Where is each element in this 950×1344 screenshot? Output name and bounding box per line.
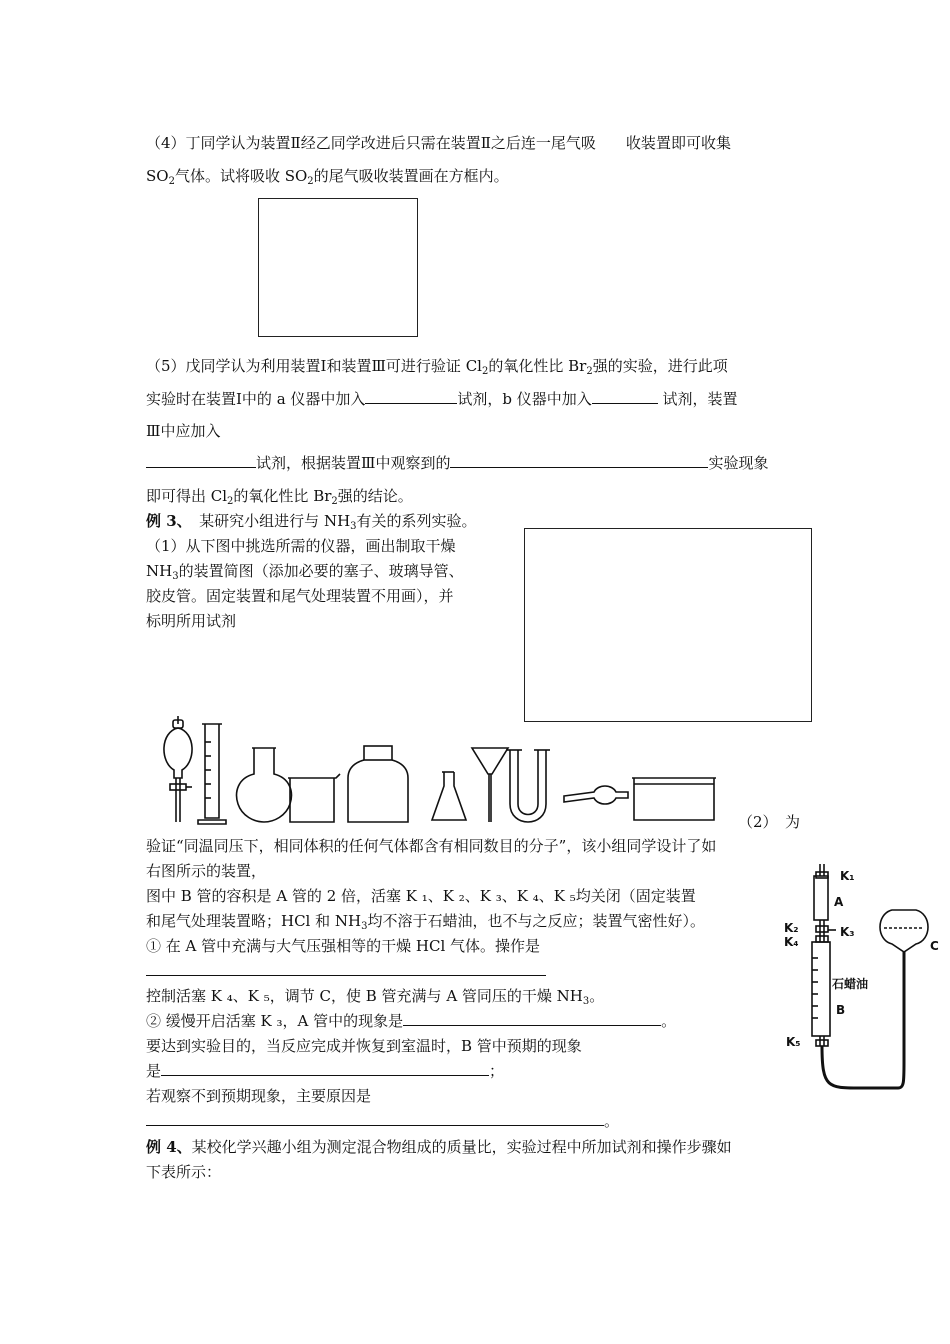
label-k5: K₅	[786, 1035, 801, 1049]
q4-answer-box[interactable]	[258, 198, 418, 337]
ex3-step2-blank[interactable]	[403, 1011, 661, 1026]
q5-text: 的氧化性比 Br	[233, 487, 332, 505]
ex3-step4-blank[interactable]	[146, 1111, 604, 1126]
stopcock-k5-icon	[816, 1040, 828, 1046]
ex3-text: 。	[604, 1112, 620, 1130]
ex4-text: 某校化学兴趣小组为测定混合物组成的质量比，实验过程中所加试剂和操作步骤如	[191, 1138, 732, 1156]
wide-mouth-bottle-icon	[348, 746, 408, 822]
ex3-text: NH	[146, 562, 173, 580]
q5-text: 试剂，b 仪器中加入	[457, 390, 592, 408]
ex3-p2-line1: 验证“同温同压下，相同体积的任何气体都含有相同数目的分子”，该小组同学设计了如	[146, 837, 717, 855]
q5-blank-b[interactable]	[592, 389, 658, 404]
label-k3: K₃	[840, 925, 855, 939]
separatory-funnel-icon	[164, 716, 192, 822]
label-k2: K₂	[784, 921, 799, 935]
q4-sub: 2	[168, 176, 175, 187]
drying-tube-icon	[564, 786, 628, 804]
q4-text: 气体。试将吸收 SO	[174, 167, 308, 185]
q5-sub: 2	[227, 496, 234, 507]
ex3-step3: 要达到实验目的，当反应完成并恢复到室温时，B 管中预期的现象	[146, 1037, 582, 1055]
q5-text: 实验现象	[708, 454, 769, 472]
q5-line3: Ⅲ中应加入	[146, 422, 221, 440]
q5-text: 强的结论。	[337, 487, 413, 505]
ex3-sub: 3	[361, 921, 368, 932]
q5-sub: 2	[481, 366, 489, 377]
ex3-text: ② 缓慢开启活塞 K ₃，A 管中的现象是	[146, 1012, 404, 1030]
stopcock-k1-icon	[816, 872, 828, 878]
apparatus-row	[150, 712, 730, 830]
ex3-p2-line3: 图中 B 管的容积是 A 管的 2 倍，活塞 K ₁、K ₂、K ₃、K ₄、K ₅均关闭（固定装置	[146, 887, 696, 905]
ex3-intro	[146, 511, 477, 531]
gas-apparatus-diagram	[780, 862, 940, 1102]
ex3-text: 的装置简图（添加必要的塞子、玻璃导管、	[178, 562, 464, 580]
round-bottom-flask-icon	[237, 748, 292, 822]
q4-line2	[146, 166, 509, 186]
tube-a	[814, 876, 828, 920]
label-paraffin-oil: 石蜡油	[832, 977, 869, 991]
ex3-p2-line4	[146, 911, 705, 931]
ex3-step1-blank[interactable]	[146, 975, 546, 976]
ex3-p2-head: （2） 为	[738, 813, 801, 831]
label-k1: K₁	[840, 869, 855, 883]
ex3-text: 有关的系列实验。	[356, 512, 477, 530]
u-tube-icon	[506, 750, 550, 822]
ex3-step1: ① 在 A 管中充满与大气压强相等的干燥 HCl 气体。操作是	[146, 937, 541, 955]
q4-text: SO	[146, 167, 169, 185]
ex4-line2: 下表所示：	[146, 1163, 222, 1181]
ex3-text: ；	[489, 1062, 505, 1080]
label-k4: K₄	[784, 935, 799, 949]
ex3-step4: 若观察不到预期现象，主要原因是	[146, 1087, 372, 1105]
ex3-text: 。	[661, 1012, 677, 1030]
ex3-p1-line1: （1）从下图中挑选所需的仪器，画出制取干燥	[146, 537, 456, 555]
funnel-icon	[472, 748, 508, 822]
beaker-icon	[288, 774, 340, 822]
ex3-text: 均不溶于石蜡油，也不与之反应；装置气密性好）。	[367, 912, 705, 930]
label-c: C	[930, 939, 939, 953]
ex4-label: 例 4、	[146, 1138, 192, 1156]
q4-line1: （4）丁同学认为装置Ⅱ经乙同学改进后只需在装置Ⅱ之后连一尾气吸 收装置即可收集	[146, 134, 731, 152]
graduated-cylinder-icon	[198, 724, 226, 824]
ex3-text: 某研究小组进行与 NH	[184, 512, 351, 530]
ex3-text: 。	[589, 987, 605, 1005]
q5-blank-c[interactable]	[146, 453, 256, 468]
q5-blank-d[interactable]	[450, 453, 708, 468]
label-a: A	[834, 895, 844, 909]
q5-text: 试剂，装置	[657, 390, 738, 408]
ex3-step3-b	[146, 1061, 504, 1081]
q5-text: （5）戊同学认为利用装置Ⅰ和装置Ⅲ可进行验证 Cl	[146, 357, 482, 375]
erlenmeyer-flask-icon	[432, 772, 466, 820]
stopcock-k4-icon	[816, 936, 828, 942]
ex3-p1-line2	[146, 561, 464, 581]
q5-sub: 2	[586, 366, 593, 377]
ex3-p1-line4: 标明所用试剂	[146, 612, 237, 630]
ex3-step2	[146, 1011, 676, 1031]
ex3-text: 是	[146, 1062, 162, 1080]
ex4-line1	[146, 1137, 732, 1157]
q5-line2	[146, 389, 738, 409]
ex3-answer-box[interactable]	[524, 528, 812, 722]
q4-text: 的尾气吸收装置画在方框内。	[313, 167, 509, 185]
ex3-sub: 3	[172, 571, 179, 582]
ex3-p1-line3: 胶皮管。固定装置和尾气处理装置不用画），并	[146, 587, 454, 605]
ex3-step3-blank[interactable]	[161, 1061, 489, 1076]
ex3-label: 例 3、	[146, 512, 185, 530]
q5-text: 即可得出 Cl	[146, 487, 228, 505]
trough-icon	[632, 778, 716, 820]
q5-sub: 2	[331, 496, 338, 507]
ex3-text: 控制活塞 K ₄、K ₅，调节 C，使 B 管充满与 A 管同压的干燥 NH	[146, 987, 583, 1005]
ex3-step4-b	[146, 1111, 619, 1131]
q5-text: 实验时在装置Ⅰ中的 a 仪器中加入	[146, 390, 366, 408]
q5-line1	[146, 356, 728, 376]
ex3-step1-b	[146, 986, 604, 1006]
ex3-sub: 3	[350, 521, 357, 532]
q5-text: 的氧化性比 Br	[488, 357, 587, 375]
q4-sub: 2	[307, 176, 314, 187]
q5-line5	[146, 486, 413, 506]
stopcock-k2-icon	[816, 926, 828, 932]
q5-line4	[146, 453, 768, 473]
tube-b	[812, 942, 830, 1036]
q5-text: 强的实验，进行此项	[592, 357, 728, 375]
ex3-sub: 3	[582, 996, 590, 1007]
q5-text: 试剂，根据装置Ⅲ中观察到的	[256, 454, 451, 472]
ex3-p2-line2: 右图所示的装置，	[146, 862, 267, 880]
ex3-text: 和尾气处理装置略；HCl 和 NH	[146, 912, 362, 930]
label-b: B	[836, 1003, 846, 1017]
q5-blank-a[interactable]	[365, 389, 457, 404]
